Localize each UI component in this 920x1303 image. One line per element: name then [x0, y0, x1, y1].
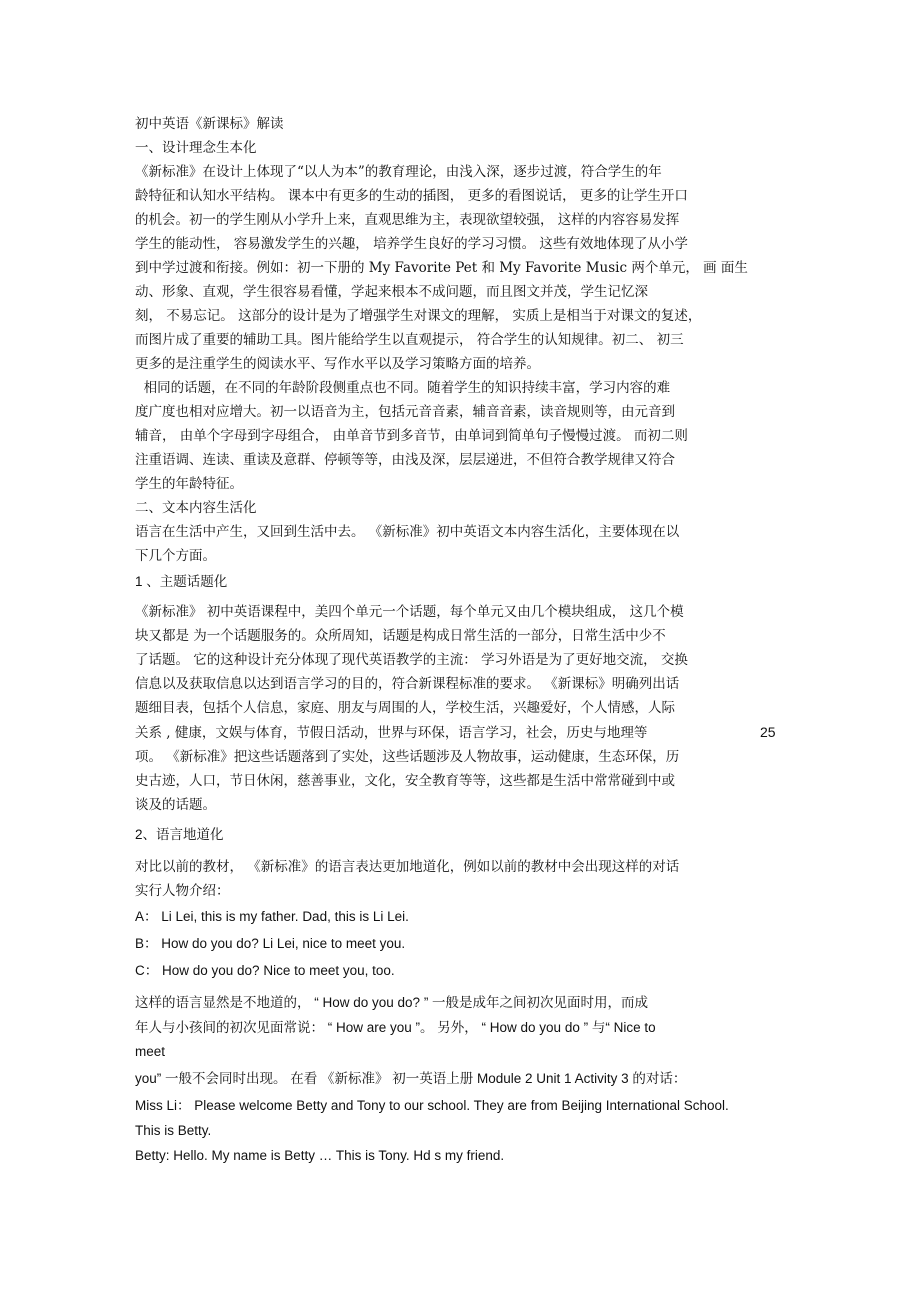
text-line: 龄特征和认知水平结构。 课本中有更多的生动的插图， 更多的看图说话， 更多的让学生开口 [135, 188, 688, 204]
text-line: A： Li Lei, this is my father. Dad, this is Li Lei. [135, 909, 409, 924]
text-line: 《新标准》 初中英语课程中，美四个单元一个话题，每个单元又由几个模块组成， 这几个模 [135, 604, 684, 620]
text-line: 谈及的话题。 [135, 797, 216, 813]
text-line: 学生的年龄特征。 [135, 476, 243, 492]
text-line: 辅音， 由单个字母到字母组合， 由单音节到多音节，由单词到简单句子慢慢过渡。 而初二则 [135, 428, 688, 444]
text-line: 一、设计理念生本化 [135, 140, 257, 156]
text-line: 了话题。 它的这种设计充分体现了现代英语教学的主流： 学习外语是为了更好地交流， 交换 [135, 652, 688, 668]
text-line: 项。 《新标准》把这些话题落到了实处，这些话题涉及人物故事，运动健康，生态环保，历 [135, 749, 680, 765]
document-title: 初中英语《新课标》解读 [135, 116, 284, 132]
text-line: 语言在生活中产生，又回到生活中去。 《新标准》初中英语文本内容生活化，主要体现在以 [135, 524, 680, 540]
text-line: 二、文本内容生活化 [135, 500, 257, 516]
text-line: you” 一般不会同时出现。 在看 《新标准》 初一英语上册 Module 2 Unit 1 Activity 3 的对话： [135, 1071, 687, 1086]
text-line: Miss Li： Please welcome Betty and Tony to our school. They are from Beijing International School. [135, 1098, 729, 1113]
text-line: This is Betty. [135, 1123, 212, 1138]
text-line: 关系 , 健康，文娱与体育，节假日活动，世界与环保，语言学习，社会，历史与地理等 [135, 725, 648, 741]
text-line: 实行人物介绍： [135, 883, 230, 899]
text-line: 而图片成了重要的辅助工具。图片能给学生以直观提示， 符合学生的认知规律。初二、 初三 [135, 332, 684, 348]
text-line: 相同的话题，在不同的年龄阶段侧重点也不同。随着学生的知识持续丰富，学习内容的难 [135, 380, 671, 396]
text-line: 信息以及获取信息以达到语言学习的目的，符合新课程标准的要求。 《新课标》明确列出话 [135, 676, 680, 692]
text-line: B： How do you do? Li Lei, nice to meet you. [135, 936, 406, 951]
text-line: 注重语调、连读、重读及意群、停顿等等，由浅及深，层层递进，不但符合教学规律又符合 [135, 452, 675, 468]
text-line: 刻， 不易忘记。 这部分的设计是为了增强学生对课文的理解， 实质上是相当于对课文的复述， [135, 308, 702, 324]
text-line: 的机会。初一的学生刚从小学升上来，直观思维为主，表现欲望较强， 这样的内容容易发挥 [135, 212, 680, 228]
text-line: 1 、主题话题化 [135, 574, 228, 589]
text-line: 题细目表，包括个人信息，家庭、朋友与周围的人，学校生活，兴趣爱好，个人情感，人际 [135, 700, 675, 716]
text-line: 动、形象、直观，学生很容易看懂，学起来根本不成问题，而且图文并茂，学生记忆深 [135, 284, 648, 300]
text-line: 更多的是注重学生的阅读水平、写作水平以及学习策略方面的培养。 [135, 356, 540, 372]
text-line: 下几个方面。 [135, 548, 216, 564]
text-line: 2、语言地道化 [135, 827, 224, 842]
text-line: Betty: Hello. My name is Betty … This is Tony. Hd s my friend. [135, 1148, 505, 1163]
text-line: 学生的能动性， 容易激发学生的兴趣， 培养学生良好的学习习惯。 这些有效地体现了从小学 [135, 236, 688, 252]
text-line: 对比以前的教材， 《新标准》的语言表达更加地道化，例如以前的教材中会出现这样的对话 [135, 859, 680, 875]
text-line: meet [135, 1044, 166, 1059]
text-line: 块又都是 为一个话题服务的。众所周知，话题是构成日常生活的一部分，日常生活中少不 [135, 628, 666, 644]
page-number: 25 [760, 724, 776, 740]
text-line: 这样的语言显然是不地道的， “ How do you do? ” 一般是成年之间初次见面时用，而成 [135, 995, 649, 1010]
text-line: 《新标准》在设计上体现了“以人为本”的教育理论，由浅入深，逐步过渡，符合学生的年 [135, 164, 662, 180]
text-line: 到中学过渡和衔接。例如：初一下册的 My Favorite Pet 和 My Favorite Music 两个单元， 画 面生 [135, 260, 748, 276]
text-line: 年人与小孩间的初次见面常说： “ How are you ”。 另外， “ How do you do ” 与“ Nice to [135, 1020, 656, 1035]
text-line: 史古迹，人口，节日休闲，慈善事业，文化，安全教育等等，这些都是生活中常常碰到中或 [135, 773, 675, 789]
text-line: C： How do you do? Nice to meet you, too. [135, 963, 395, 978]
text-line: 度广度也相对应增大。初一以语音为主，包括元音音素，辅音音素，读音规则等，由元音到 [135, 404, 675, 420]
